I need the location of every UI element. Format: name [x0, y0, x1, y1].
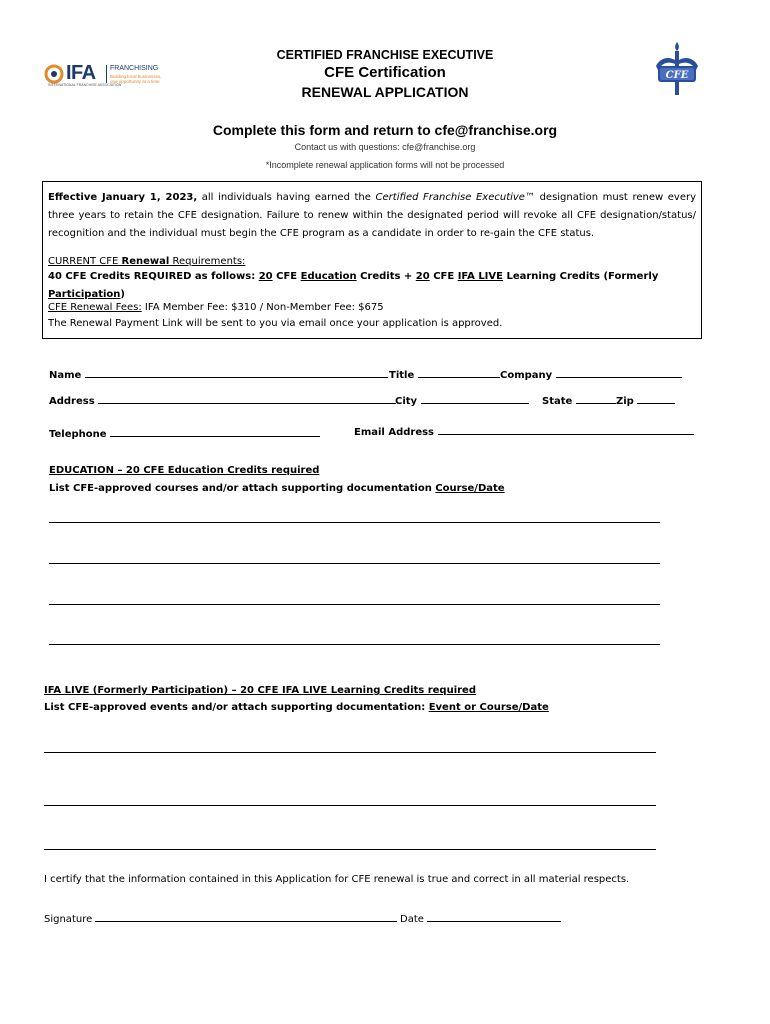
name-field[interactable]: Name — [49, 368, 388, 381]
education-heading: EDUCATION – 20 CFE Education Credits required — [49, 465, 320, 476]
certification-statement: I certify that the information contained in this Application for CFE renewal is true and correct in all material respects. — [44, 874, 630, 885]
ifa-live-entry-line-2[interactable] — [44, 805, 656, 806]
address-field[interactable]: Address — [49, 394, 396, 407]
state-field[interactable]: State — [542, 394, 616, 407]
current-requirements-label: CURRENT CFE Renewal Requirements: — [48, 256, 246, 267]
return-instruction: Complete this form and return to cfe@franchise.org — [212, 122, 558, 138]
education-entry-line-4[interactable] — [49, 644, 660, 645]
ifa-live-instruction: List CFE-approved events and/or attach supporting documentation: Event or Course/Date — [44, 702, 549, 713]
header-subtitle: RENEWAL APPLICATION — [301, 84, 469, 100]
payment-link-note: The Renewal Payment Link will be sent to you via email once your application is approved. — [48, 318, 503, 329]
credits-required-line: 40 CFE Credits REQUIRED as follows: 20 CFE Education Credits + 20 CFE IFA LIVE Learning Credits (Formerly Participation) — [48, 271, 659, 300]
telephone-field[interactable]: Telephone — [49, 427, 320, 440]
ifa-live-entry-line-1[interactable] — [44, 752, 656, 753]
date-field[interactable]: Date — [400, 912, 561, 925]
email-field[interactable]: Email Address — [354, 425, 694, 438]
education-instruction: List CFE-approved courses and/or attach supporting documentation Course/Date — [49, 483, 505, 494]
contact-info: Contact us with questions: cfe@franchise.org — [294, 142, 476, 152]
city-field[interactable]: City — [395, 394, 529, 407]
ifa-logo-subtitle: INTERNATIONAL FRANCHISE ASSOCIATION — [48, 83, 122, 87]
zip-field[interactable]: Zip — [616, 394, 675, 407]
cfe-seal-text: CFE — [665, 70, 689, 81]
renewal-fees-line: CFE Renewal Fees: IFA Member Fee: $310 / Non-Member Fee: $675 — [48, 302, 384, 313]
signature-field[interactable]: Signature — [44, 912, 397, 925]
incomplete-note: *Incomplete renewal application forms will not be processed — [265, 160, 505, 170]
education-entry-line-3[interactable] — [49, 604, 660, 605]
franchising-tagline: Building local businesses, one opportunity at a time — [110, 74, 162, 84]
requirements-box — [42, 181, 702, 339]
company-field[interactable]: Company — [500, 368, 682, 381]
ifa-live-entry-line-3[interactable] — [44, 849, 656, 850]
header-line-1: CERTIFIED FRANCHISE EXECUTIVE — [276, 48, 494, 62]
ifa-logo-text: IFA — [66, 62, 96, 84]
ifa-live-heading: IFA LIVE (Formerly Participation) – 20 CFE IFA LIVE Learning Credits required — [44, 685, 477, 696]
franchising-label: FRANCHISING — [110, 65, 159, 72]
header-title: CFE Certification — [324, 64, 446, 81]
education-entry-line-1[interactable] — [49, 522, 660, 523]
effective-paragraph: Effective January 1, 2023, all individuals having earned the Certified Franchise Executive™ designation must renew every three years to retain the CFE designation. Failure to renew within the designated period will revoke all CFE designation/status/ recognition and the individual must begin the CFE program as a candidate in order to re-gain the CFE status. — [48, 192, 697, 239]
education-entry-line-2[interactable] — [49, 563, 660, 564]
title-field[interactable]: Title — [389, 368, 500, 381]
